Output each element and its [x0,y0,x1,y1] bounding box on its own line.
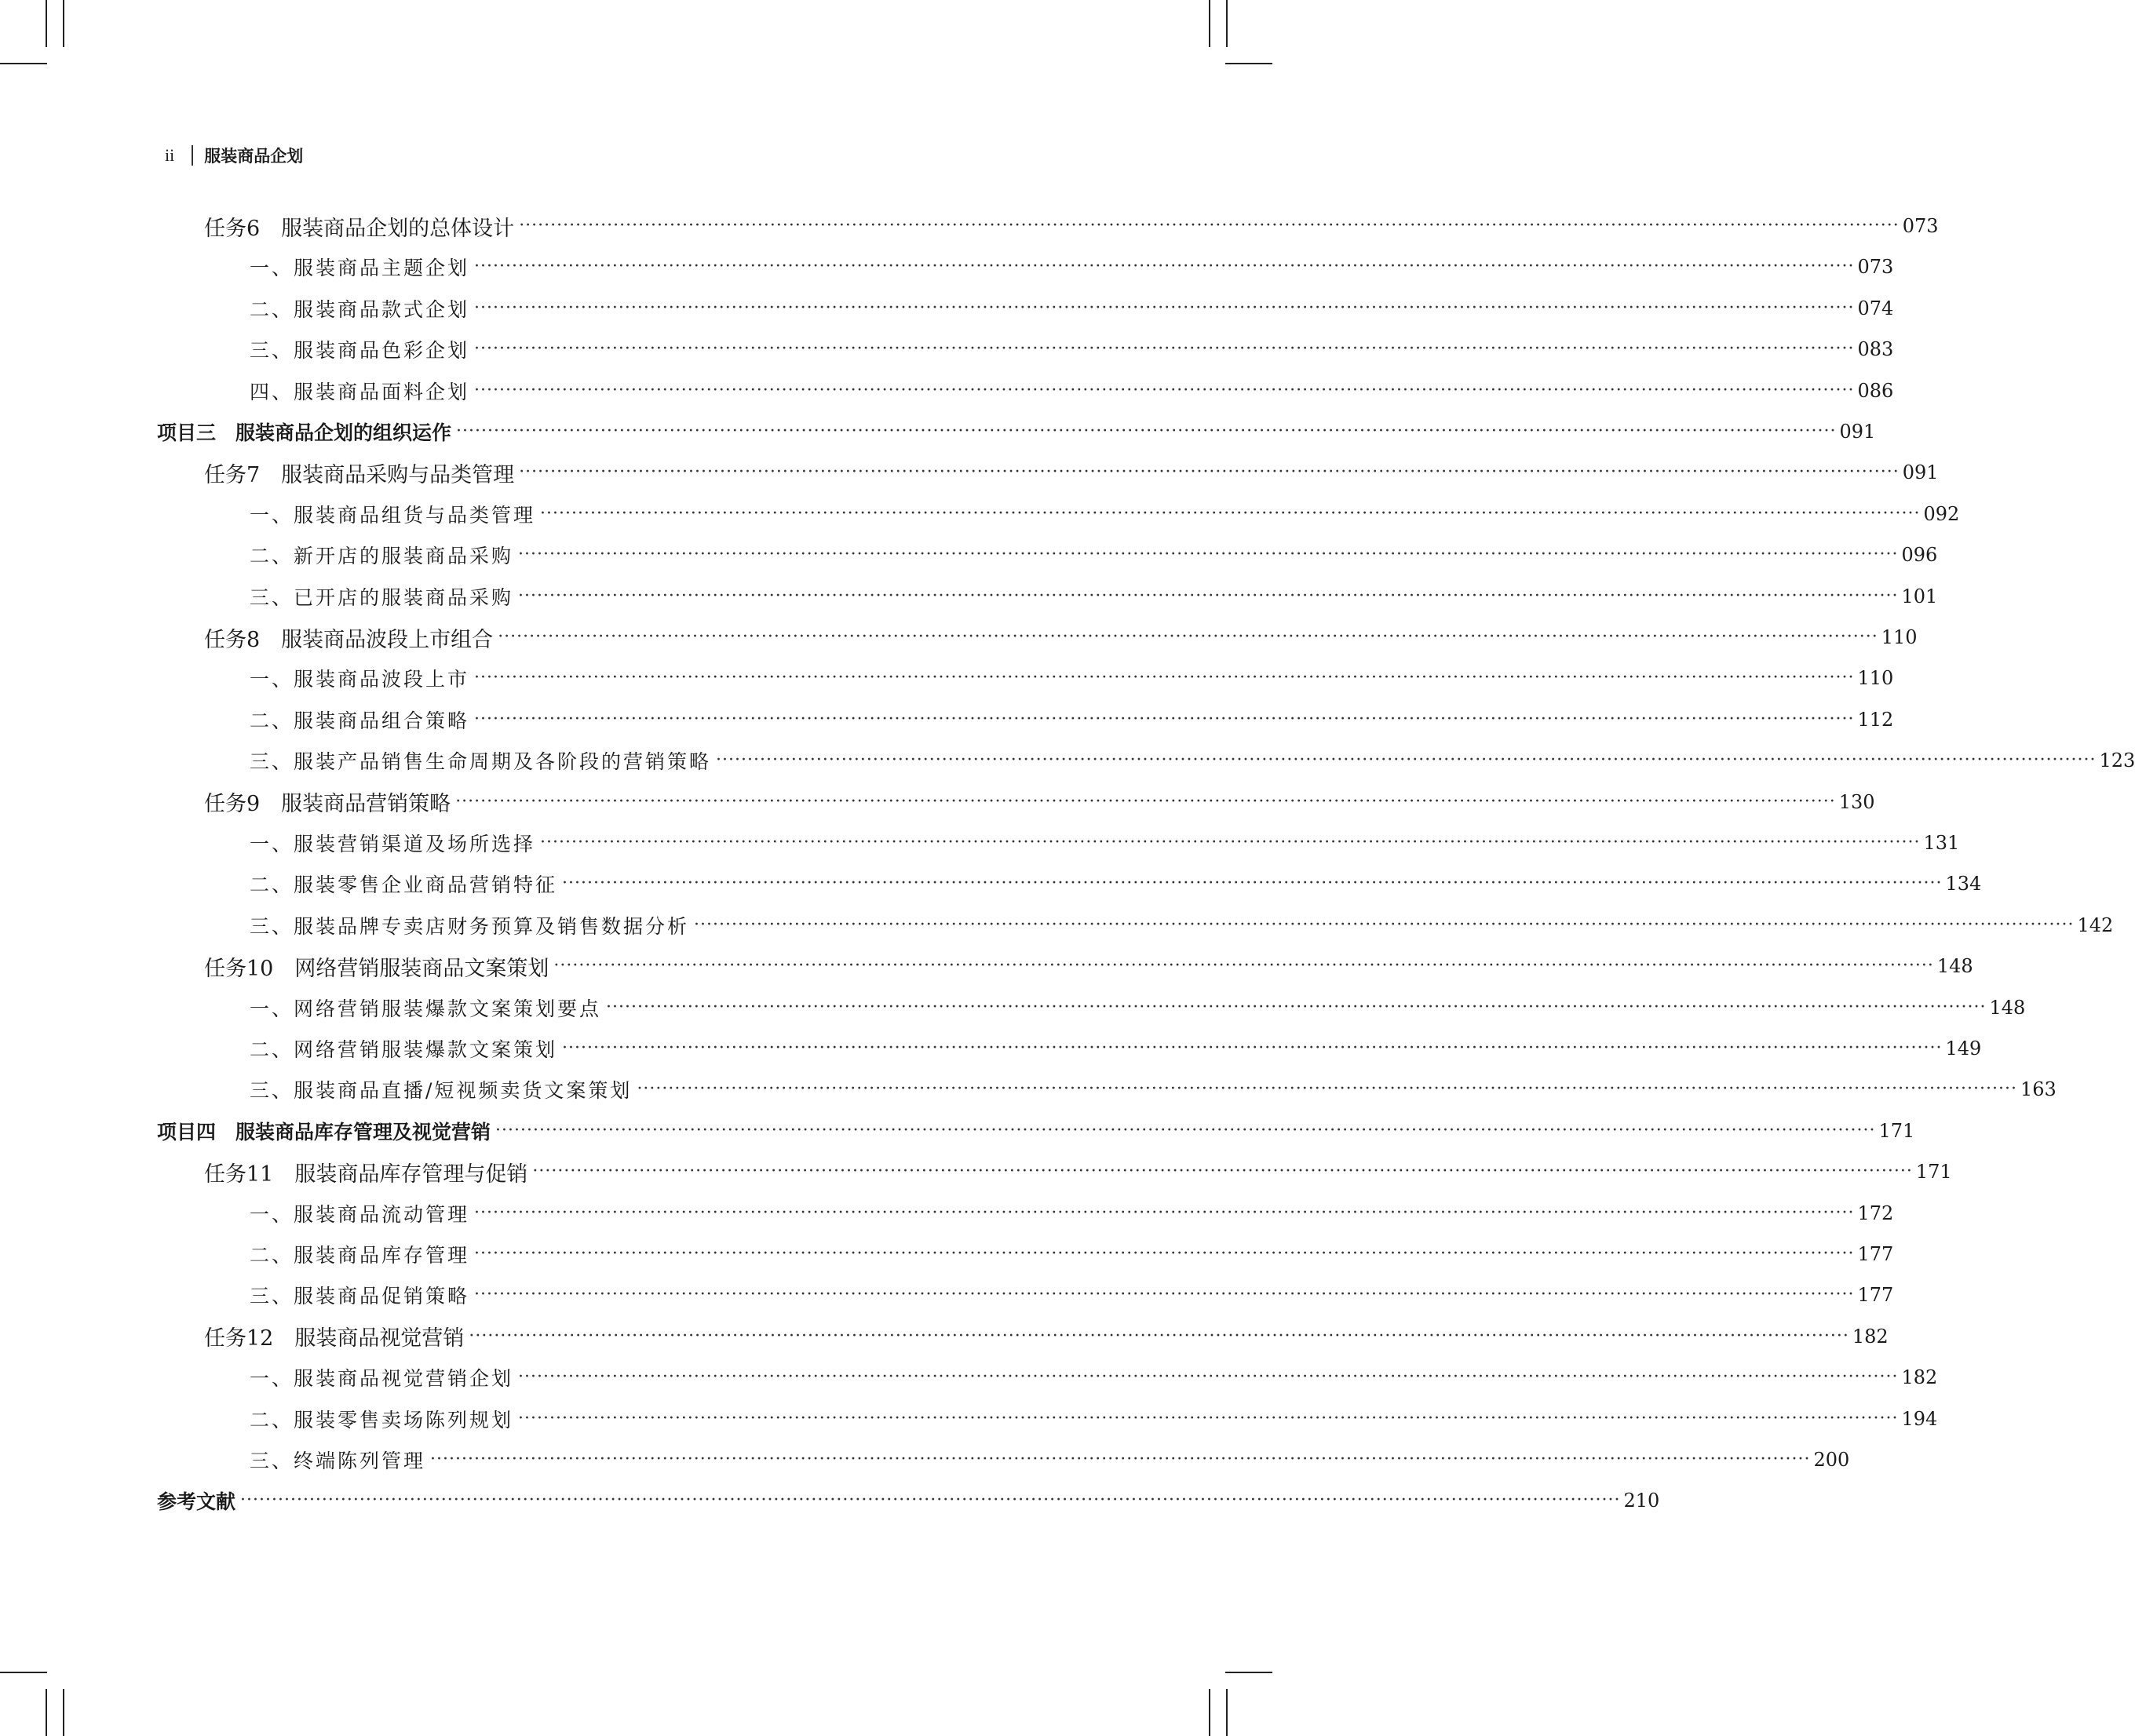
crop-mark [1209,1689,1210,1736]
toc-page-number: 096 [1901,544,1938,567]
toc-page-number: 086 [1857,379,1894,402]
toc-leader-dots: ···························································································································································································································· [474,709,1855,729]
toc-project-entry[interactable] [157,1480,1660,1521]
toc-section-entry[interactable] [250,370,1894,411]
crop-mark [1225,1672,1272,1673]
toc-section-entry[interactable] [250,658,1894,698]
toc-page-number: 171 [1915,1161,1952,1183]
toc-entry-label: 一、服装商品视觉营销企划 [250,1367,514,1391]
page-folio: ii [165,145,175,165]
toc-leader-dots: ···························································································································································································································· [562,873,1943,894]
toc-page-number: 110 [1881,626,1918,648]
toc-section-entry[interactable] [250,1439,1850,1480]
running-header [165,141,303,170]
toc-section-entry[interactable] [250,1275,1894,1315]
toc-section-entry[interactable] [250,987,2026,1028]
toc-leader-dots: ···························································································································································································································· [498,627,1878,647]
toc-task-entry[interactable] [204,617,1918,658]
toc-leader-dots: ···························································································································································································································· [474,1202,1855,1223]
toc-task-entry[interactable] [204,1316,1889,1357]
toc-page-number: 091 [1839,421,1876,443]
toc-task-entry[interactable] [204,206,1939,246]
toc-leader-dots: ···························································································································································································································· [716,750,2097,771]
crop-mark [1226,1689,1228,1736]
crop-mark [0,63,47,64]
toc-section-entry[interactable] [250,905,2114,946]
toc-leader-dots: ···························································································································································································································· [606,997,1987,1017]
toc-section-entry[interactable] [250,1069,2057,1110]
toc-page-number: 134 [1945,873,1982,895]
toc-leader-dots: ···························································································································································································································· [694,914,2075,935]
toc-section-entry[interactable] [250,1399,1938,1439]
toc-page-number: 091 [1902,461,1939,484]
toc-entry-label: 三、已开店的服装商品采购 [250,585,514,609]
toc-entry-label: 一、服装商品组货与品类管理 [250,503,536,527]
toc-entry-label: 二、服装商品组合策略 [250,709,470,732]
toc-section-entry[interactable] [250,288,1894,329]
toc-entry-label: 三、服装商品色彩企划 [250,339,470,363]
toc-page-number: 112 [1857,708,1894,731]
toc-leader-dots: ···························································································································································································································· [474,339,1855,359]
toc-entry-label: 任务8 服装商品波段上市组合 [204,627,494,652]
toc-leader-dots: ···························································································································································································································· [474,668,1855,688]
toc-leader-dots: ···························································································································································································································· [474,380,1855,400]
toc-leader-dots: ···························································································································································································································· [474,1244,1855,1264]
crop-mark [1209,0,1210,47]
crop-mark [46,1689,47,1736]
toc-leader-dots: ···························································································································································································································· [519,462,1900,483]
toc-entry-label: 一、服装商品波段上市 [250,668,470,691]
toc-page-number: 123 [2099,749,2135,772]
crop-mark [1225,63,1272,64]
toc-page-number: 110 [1857,667,1894,690]
toc-page-number: 149 [1945,1038,1982,1059]
toc-page-number: 092 [1923,502,1960,525]
toc-entry-label: 三、服装产品销售生命周期及各阶段的营销策略 [250,750,712,774]
toc-section-entry[interactable] [250,329,1894,370]
toc-section-entry[interactable] [250,1234,1894,1275]
toc-page-number: 172 [1857,1202,1894,1224]
crop-mark [63,0,64,47]
toc-page-number: 171 [1878,1119,1915,1142]
toc-leader-dots: ···························································································································································································································· [518,585,1899,606]
toc-page-number: 194 [1901,1407,1938,1430]
toc-entry-label: 一、网络营销服装爆款文案策划要点 [250,997,602,1020]
crop-mark [1226,0,1228,47]
toc-entry-label: 二、服装零售卖场陈列规划 [250,1408,514,1431]
book-title: 服装商品企划 [204,147,304,166]
toc-entry-label: 一、服装商品流动管理 [250,1202,470,1226]
toc-entry-label: 一、服装商品主题企划 [250,257,470,280]
toc-page-number: 148 [1989,996,2026,1019]
toc-leader-dots: ···························································································································································································································· [474,297,1855,318]
toc-task-entry[interactable] [204,1151,1952,1192]
toc-entry-label: 任务6 服装商品企划的总体设计 [204,216,515,241]
toc-leader-dots: ···························································································································································································································· [553,956,1934,976]
toc-page-number: 200 [1813,1449,1850,1471]
toc-leader-dots: ···························································································································································································································· [532,1162,1913,1182]
toc-page-number: 163 [2020,1078,2057,1101]
toc-entry-label: 项目三 服装商品企划的组织运作 [157,421,452,444]
toc-leader-dots: ···························································································································································································································· [469,1326,1849,1346]
toc-leader-dots: ···························································································································································································································· [495,1120,1876,1140]
toc-page-number: 177 [1857,1243,1894,1265]
toc-section-entry[interactable] [250,534,1938,575]
toc-entry-label: 任务11 服装商品库存管理与促销 [204,1162,528,1187]
toc-leader-dots: ···························································································································································································································· [562,1038,1943,1058]
toc-entry-label: 一、服装营销渠道及场所选择 [250,833,536,855]
toc-entry-label: 三、服装品牌专卖店财务预算及销售数据分析 [250,914,690,938]
toc-entry-label: 参考文献 [157,1490,236,1514]
toc-section-entry[interactable] [250,822,1960,863]
toc-section-entry[interactable] [250,1357,1938,1398]
toc-entry-label: 二、新开店的服装商品采购 [250,545,514,568]
toc-entry-label: 二、服装商品款式企划 [250,297,470,321]
toc-project-entry[interactable] [157,1111,1915,1151]
toc-page-number: 182 [1852,1325,1889,1348]
toc-entry-label: 任务12 服装商品视觉营销 [204,1326,465,1351]
toc-section-entry[interactable] [250,740,2135,781]
toc-page-number: 142 [2077,914,2114,936]
toc-leader-dots: ···························································································································································································································· [474,1285,1855,1305]
toc-section-entry[interactable] [250,576,1938,617]
toc-entry-label: 二、网络营销服装爆款文案策划 [250,1038,558,1061]
toc-task-entry[interactable] [204,452,1939,493]
toc-page-number: 177 [1857,1284,1894,1307]
toc-leader-dots: ···························································································································································································································· [540,503,1921,523]
toc-entry-label: 任务9 服装商品营销策略 [204,792,451,817]
toc-entry-label: 三、终端陈列管理 [250,1450,426,1472]
crop-mark [46,0,47,47]
toc-page-number: 210 [1623,1490,1660,1512]
toc-entry-label: 项目四 服装商品库存管理及视觉营销 [157,1120,491,1143]
toc-page-number: 101 [1901,585,1938,607]
toc-page-number: 073 [1902,215,1939,237]
toc-project-entry[interactable] [157,411,1876,452]
toc-task-entry[interactable] [204,782,1875,822]
toc-leader-dots: ···························································································································································································································· [518,1408,1899,1428]
toc-leader-dots: ···························································································································································································································· [474,257,1855,277]
toc-entry-label: 任务7 服装商品采购与品类管理 [204,462,515,487]
toc-entry-label: 四、服装商品面料企划 [250,380,470,403]
crop-mark [0,1672,47,1673]
toc-section-entry[interactable] [250,1193,1894,1234]
toc-leader-dots: ···························································································································································································································· [456,421,1837,441]
header-divider [192,145,193,166]
toc-leader-dots: ···························································································································································································································· [455,791,1836,811]
toc-page-number: 083 [1857,338,1894,361]
toc-entry-label: 任务10 网络营销服装商品文案策划 [204,956,549,981]
toc-page-number: 074 [1857,297,1894,319]
toc-leader-dots: ···························································································································································································································· [518,1367,1899,1388]
toc-page-number: 182 [1901,1366,1938,1389]
toc-task-entry[interactable] [204,946,1973,987]
crop-mark [63,1689,64,1736]
toc-entry-label: 三、服装商品促销策略 [250,1285,470,1308]
toc-entry-label: 二、服装商品库存管理 [250,1244,470,1267]
toc-section-entry[interactable] [250,246,1894,287]
toc-leader-dots: ···························································································································································································································· [540,833,1921,852]
toc-page-number: 130 [1838,790,1875,813]
toc-entry-label: 二、服装零售企业商品营销特征 [250,873,558,897]
toc-entry-label: 三、服装商品直播/短视频卖货文案策划 [250,1079,633,1103]
toc-page-number: 073 [1857,256,1894,279]
toc-leader-dots: ···························································································································································································································· [240,1490,1621,1511]
toc-leader-dots: ···························································································································································································································· [518,545,1899,565]
toc-leader-dots: ···························································································································································································································· [519,216,1900,235]
toc-page-number: 131 [1923,832,1960,854]
toc-section-entry[interactable] [250,863,1982,904]
toc-section-entry[interactable] [250,699,1894,740]
toc-page-number: 148 [1936,955,1973,978]
toc-leader-dots: ···························································································································································································································· [430,1450,1811,1469]
toc-section-entry[interactable] [250,1028,1982,1069]
toc-leader-dots: ···························································································································································································································· [637,1079,2017,1100]
toc-section-entry[interactable] [250,494,1960,534]
